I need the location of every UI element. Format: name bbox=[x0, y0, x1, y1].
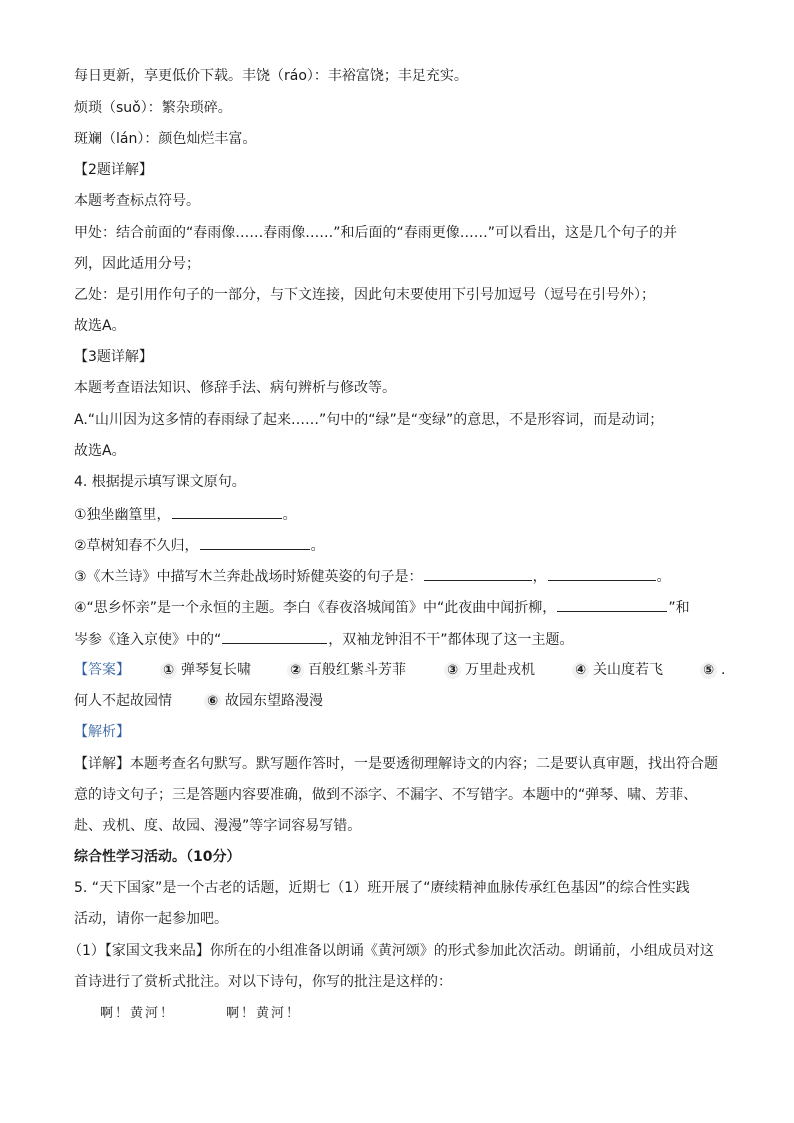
handwriting-1: 啊！黄河！ bbox=[100, 1006, 176, 1021]
q4-fill-1-text: ①独坐幽篁里， bbox=[74, 507, 171, 523]
q4-fill-3 bbox=[74, 566, 671, 587]
answer-label: 【答案】 bbox=[74, 662, 130, 678]
q5-text-2: 活动，请你一起参加吧。 bbox=[74, 911, 228, 927]
answer-blank[interactable] bbox=[557, 597, 667, 612]
answer-number: ① bbox=[160, 662, 177, 679]
q4-fill-4 bbox=[74, 597, 690, 618]
answer-blank[interactable] bbox=[424, 566, 532, 581]
answer-number: ④ bbox=[572, 662, 589, 679]
answer-text: 万里赴戎机 bbox=[465, 662, 535, 678]
q4-fill-3-text: ③《木兰诗》中描写木兰奔赴战场时矫健英姿的句子是： bbox=[74, 569, 423, 585]
q4-fill-4b bbox=[74, 629, 574, 650]
answer-blank[interactable] bbox=[200, 535, 310, 550]
q3-detail-heading: 【3题详解】 bbox=[74, 349, 153, 365]
analysis-label: 【解析】 bbox=[74, 724, 130, 740]
q2-text-3: 列，因此适用分号； bbox=[74, 256, 200, 272]
q3-answer: 故选A。 bbox=[74, 443, 126, 459]
analysis-detail-3: 赴、戎机、度、故园、漫漫”等字词容易写错。 bbox=[74, 818, 362, 834]
answer-blank[interactable] bbox=[548, 566, 656, 581]
q5-text-4: 首诗进行了赏析式批注。对以下诗句，你写的批注是这样的： bbox=[74, 974, 452, 990]
answer-number: ⑥ bbox=[204, 693, 221, 710]
punct: 。 bbox=[310, 538, 325, 554]
answer-item-1 bbox=[160, 660, 251, 680]
section-title: 综合性学习活动。（10分） bbox=[74, 849, 241, 865]
q5-text-3: （1）【家国文我来品】你所在的小组准备以朗诵《黄河颂》的形式参加此次活动。朗诵前，小组成员对这 bbox=[68, 943, 714, 959]
q3-text-2: A.“山川因为这多情的春雨绿了起来……”句中的“绿”是“变绿”的意思，不是形容词，而是动词； bbox=[74, 412, 664, 428]
answer-item-5 bbox=[700, 660, 725, 680]
q2-text-2: 甲处：结合前面的“春雨像……春雨像……”和后面的“春雨更像……”可以看出，这是几个句子的并 bbox=[74, 225, 678, 241]
answer-item-4 bbox=[572, 660, 663, 680]
answer-text: 百般红紫斗芳菲 bbox=[308, 662, 406, 678]
q5-text-1: 5. “天下国家”是一个古老的话题，近期七（1）班开展了“赓续精神血脉传承红色基因”的综合性实践 bbox=[74, 880, 690, 896]
q2-text-1: 本题考查标点符号。 bbox=[74, 193, 200, 209]
punct: 。 bbox=[282, 507, 297, 523]
answer-line-2 bbox=[74, 691, 323, 711]
detail-label: 【详解】 bbox=[74, 756, 130, 772]
answer-blank[interactable] bbox=[172, 504, 282, 519]
vocab-line-3: 斑斓（lán）：颜色灿烂丰富。 bbox=[74, 131, 257, 147]
analysis-detail-1 bbox=[74, 754, 718, 774]
answer-item-3 bbox=[444, 660, 535, 680]
q4-fill-2 bbox=[74, 535, 325, 556]
answer-text-5: 何人不起故园情 bbox=[74, 693, 172, 709]
q4-fill-4-text: ④“思乡怀亲”是一个永恒的主题。李白《春夜洛城闻笛》中“此夜曲中闻折柳， bbox=[74, 600, 557, 616]
punct: ”和 bbox=[668, 600, 690, 616]
answer-item-2 bbox=[287, 660, 406, 680]
q4-fill-1 bbox=[74, 504, 297, 525]
answer-blank[interactable] bbox=[222, 629, 327, 644]
q2-detail-heading: 【2题详解】 bbox=[74, 162, 153, 178]
answer-number: ⑤ bbox=[700, 662, 717, 679]
detail-text: 本题考查名句默写。默写题作答时，一是要透彻理解诗文的内容；二是要认真审题，找出符合题 bbox=[130, 756, 718, 772]
vocab-line-1: 每日更新，享更低价下载。丰饶（ráo）：丰裕富饶；丰足充实。 bbox=[74, 68, 468, 84]
answer-text-6: 故园东望路漫漫 bbox=[225, 693, 323, 709]
answer-number: ③ bbox=[444, 662, 461, 679]
answer-number: ② bbox=[287, 662, 304, 679]
analysis-detail-2: 意的诗文句子；三是答题内容要准确，做到不添字、不漏字、不写错字。本题中的“弹琴、啸、芳菲、 bbox=[74, 787, 698, 803]
punct: ， bbox=[532, 569, 547, 585]
q3-text-1: 本题考查语法知识、修辞手法、病句辨析与修改等。 bbox=[74, 380, 396, 396]
q2-text-4: 乙处：是引用作句子的一部分，与下文连接，因此句末要使用下引号加逗号（逗号在引号外）； bbox=[74, 287, 655, 303]
answer-text: . bbox=[721, 662, 726, 678]
q4-fill-4b-tail: ，双袖龙钟泪不干”都体现了这一主题。 bbox=[328, 632, 574, 648]
answer-text: 关山度若飞 bbox=[593, 662, 663, 678]
q2-answer: 故选A。 bbox=[74, 318, 126, 334]
vocab-line-2: 烦琐（suǒ）：繁杂琐碎。 bbox=[74, 100, 232, 116]
answer-text: 弹琴复长啸 bbox=[181, 662, 251, 678]
punct: 。 bbox=[656, 569, 671, 585]
handwriting-2: 啊！黄河！ bbox=[226, 1006, 302, 1021]
q4-fill-2-text: ②草树知春不久归， bbox=[74, 538, 199, 554]
q4-title: 4. 根据提示填写课文原句。 bbox=[74, 474, 246, 490]
q4-fill-4b-text: 岑参《逢入京使》中的“ bbox=[74, 632, 222, 648]
